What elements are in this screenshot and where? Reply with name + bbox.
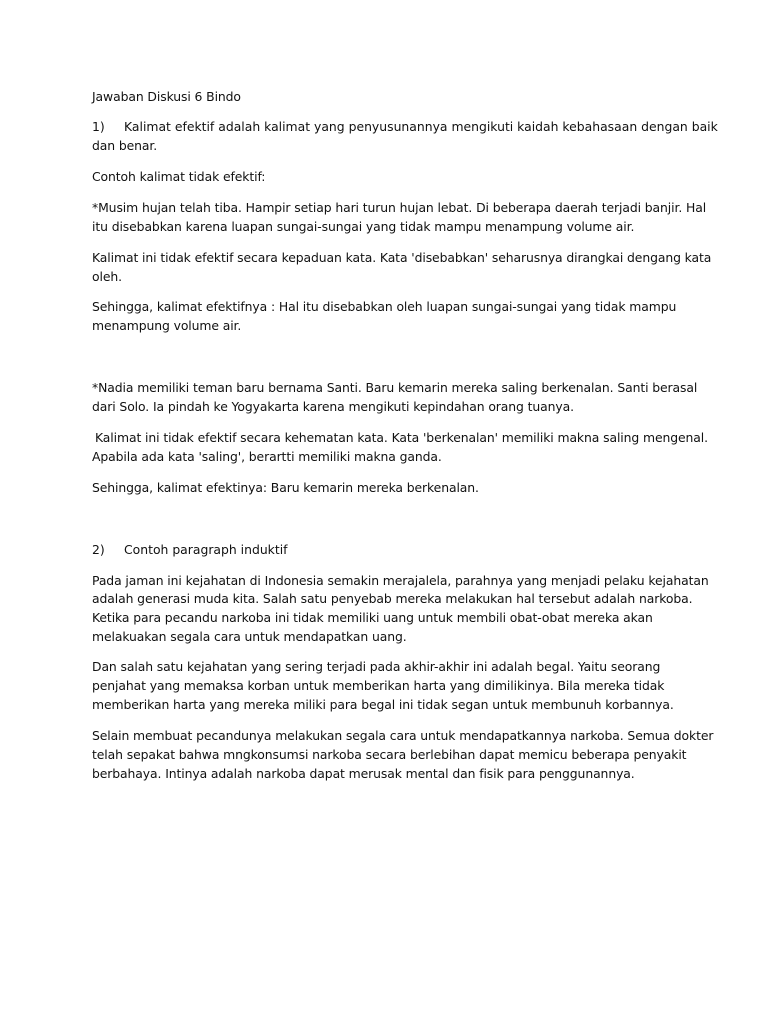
question-1-line-2: dan benar. [92, 138, 158, 153]
example-1-line-2: itu disebabkan karena luapan sungai-sungai yang tidak mampu menampung volume air. [92, 219, 635, 234]
paragraph-1-line-3: Ketika para pecandu narkoba ini tidak memiliki uang untuk membili obat-obat mereka akan [92, 610, 653, 625]
paragraph-3-line-2: telah sepakat bahwa mngkonsumsi narkoba secara berlebihan dapat memicu beberapa penyakit [92, 747, 687, 762]
paragraph-1-line-2: adalah generasi muda kita. Salah satu penyebab mereka melakukan hal tersebut adalah narkoba. [92, 591, 693, 606]
question-1-number: 1) [92, 119, 105, 134]
example-2-line-2: dari Solo. Ia pindah ke Yogyakarta karena mengikuti kepindahan orang tuanya. [92, 399, 574, 414]
paragraph-3-line-3: berbahaya. Intinya adalah narkoba dapat merusak mental dan fisik para penggunannya. [92, 766, 635, 781]
question-1-line-1: Kalimat efektif adalah kalimat yang penyusunannya mengikuti kaidah kebahasaan dengan baik [124, 119, 718, 134]
document-title: Jawaban Diskusi 6 Bindo [92, 89, 241, 104]
example-1-line-1: *Musim hujan telah tiba. Hampir setiap hari turun hujan lebat. Di beberapa daerah terjadi banjir. Hal [92, 200, 707, 215]
example-1-explanation-line-1: Kalimat ini tidak efektif secara kepaduan kata. Kata 'disebabkan' seharusnya dirangkai dengang kata [92, 250, 712, 265]
example-1-fix-line-1: Sehingga, kalimat efektifnya : Hal itu disebabkan oleh luapan sungai-sungai yang tidak mampu [92, 299, 677, 314]
example-1-fix-line-2: menampung volume air. [92, 318, 242, 333]
paragraph-1-line-4: melakuakan segala cara untuk mendapatkan uang. [92, 629, 407, 644]
paragraph-1-line-1: Pada jaman ini kejahatan di Indonesia semakin merajalela, parahnya yang menjadi pelaku kejahatan [92, 573, 709, 588]
paragraph-2-line-3: memberikan harta yang mereka miliki para begal ini tidak segan untuk membunuh korbannya. [92, 697, 674, 712]
paragraph-2-line-2: penjahat yang memaksa korban untuk memberikan harta yang dimilikinya. Bila mereka tidak [92, 678, 665, 693]
question-2-number: 2) [92, 542, 105, 557]
example-2-fix-line-1: Sehingga, kalimat efektinya: Baru kemarin mereka berkenalan. [92, 480, 479, 495]
paragraph-3-line-1: Selain membuat pecandunya melakukan segala cara untuk mendapatkannya narkoba. Semua dokter [92, 728, 714, 743]
contoh-heading: Contoh kalimat tidak efektif: [92, 169, 266, 184]
example-2-line-1: *Nadia memiliki teman baru bernama Santi. Baru kemarin mereka saling berkenalan. Santi berasal [92, 380, 698, 395]
example-1-explanation-line-2: oleh. [92, 269, 122, 284]
example-2-explanation-line-1: Kalimat ini tidak efektif secara kehematan kata. Kata 'berkenalan' memiliki makna saling mengenal. [95, 430, 708, 445]
paragraph-2-line-1: Dan salah satu kejahatan yang sering terjadi pada akhir-akhir ini adalah begal. Yaitu seorang [92, 659, 661, 674]
example-2-explanation-line-2: Apabila ada kata 'saling', berartti memiliki makna ganda. [92, 449, 442, 464]
question-2-heading: Contoh paragraph induktif [124, 542, 288, 557]
